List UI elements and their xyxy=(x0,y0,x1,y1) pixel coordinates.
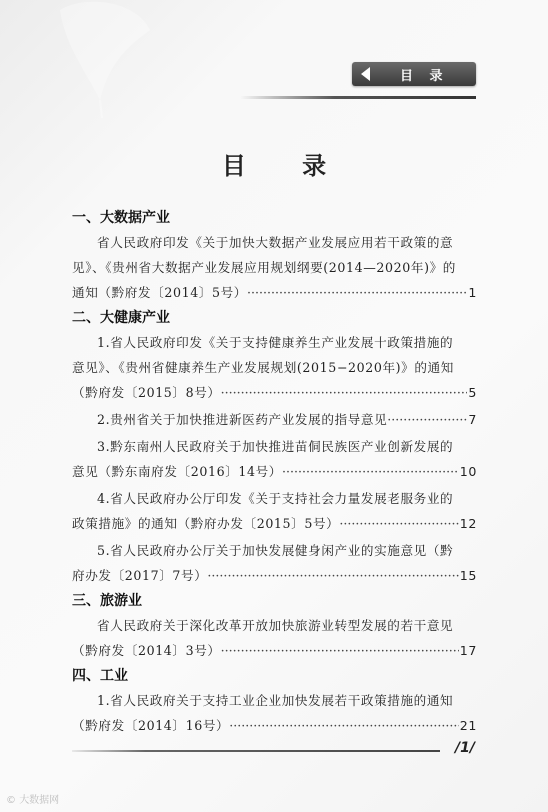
toc-page-number: 5 xyxy=(468,385,477,400)
toc-page-number: 12 xyxy=(459,516,477,531)
toc-entry-last-line xyxy=(72,563,477,588)
section-heading: 四、工业 xyxy=(72,668,128,684)
dot-leader xyxy=(247,280,467,305)
watermark xyxy=(6,791,59,806)
ginkgo-leaf-decoration xyxy=(40,0,160,120)
table-of-contents xyxy=(72,205,477,740)
toc-entry-text: 2.贵州省关于加快推进新医药产业发展的指导意见 xyxy=(97,412,388,427)
header-tab-label: 目 录 xyxy=(400,69,449,84)
dot-leader xyxy=(387,407,467,432)
toc-entry-text: 省人民政府关于深化改革开放加快旅游业转型发展的若干意见 xyxy=(97,618,454,633)
toc-entry-text: （黔府发〔2014〕3号） xyxy=(72,643,221,658)
toc-page-number: 21 xyxy=(459,718,477,733)
page-number: /1/ xyxy=(455,740,475,756)
toc-entry[interactable] xyxy=(72,613,477,663)
toc-entry-last-line xyxy=(72,459,477,484)
toc-entry-text: 3.黔东南州人民政府关于加快推进苗侗民族医产业创新发展的 xyxy=(97,439,454,454)
dot-leader xyxy=(282,459,459,484)
dot-leader xyxy=(221,638,459,663)
toc-entry-last-line xyxy=(72,407,477,432)
header-rule xyxy=(240,96,476,99)
toc-entry[interactable] xyxy=(72,434,477,484)
section-heading: 三、旅游业 xyxy=(72,593,142,609)
toc-entry-text: （黔府发〔2015〕8号） xyxy=(72,385,221,400)
toc-entry-text: 通知（黔府发〔2014〕5号） xyxy=(72,285,247,300)
toc-entry-text: 4.省人民政府办公厅印发《关于支持社会力量发展老服务业的 xyxy=(97,491,454,506)
footer-rule xyxy=(72,750,440,752)
toc-entry-text: 1.省人民政府印发《关于支持健康养生产业发展十政策措施的 xyxy=(97,335,454,350)
toc-entry-text: （黔府发〔2014〕16号） xyxy=(72,718,230,733)
toc-page-number: 15 xyxy=(459,568,477,583)
dot-leader xyxy=(207,563,458,588)
weibo-icon: © xyxy=(6,795,16,806)
toc-entry[interactable] xyxy=(72,230,477,305)
toc-entry-last-line xyxy=(72,511,477,536)
section-heading: 一、大数据产业 xyxy=(72,210,170,226)
toc-page-number: 10 xyxy=(459,464,477,479)
dot-leader xyxy=(229,713,459,738)
header-tab xyxy=(352,62,476,86)
toc-entry[interactable] xyxy=(72,688,477,738)
toc-entry[interactable] xyxy=(72,538,477,588)
toc-entry-text: 见》、《贵州省大数据产业发展应用规划纲要(2014—2020年)》的 xyxy=(72,260,456,275)
toc-entry-text: 政策措施》的通知（黔府办发〔2015〕5号） xyxy=(72,516,340,531)
toc-entry-text: 5.省人民政府办公厅关于加快发展健身闲产业的实施意见（黔 xyxy=(97,543,454,558)
toc-page-number: 1 xyxy=(468,285,477,300)
toc-entry-last-line xyxy=(72,638,477,663)
dot-leader xyxy=(221,380,468,405)
toc-page-number: 7 xyxy=(468,412,477,427)
toc-entry[interactable] xyxy=(72,486,477,536)
toc-entry-text: 1.省人民政府关于支持工业企业加快发展若干政策措施的通知 xyxy=(97,693,454,708)
toc-entry[interactable] xyxy=(72,330,477,405)
watermark-text: 大数据网 xyxy=(19,795,60,806)
toc-entry-text: 府办发〔2017〕7号） xyxy=(72,568,208,583)
left-arrow-icon xyxy=(361,67,370,81)
toc-page-number: 17 xyxy=(459,643,477,658)
toc-entry-text: 省人民政府印发《关于加快大数据产业发展应用若干政策的意 xyxy=(97,235,454,250)
toc-entry-text: 意见》、《贵州省健康养生产业发展规划(2015−2020年)》的通知 xyxy=(72,360,454,375)
toc-entry-last-line xyxy=(72,380,477,405)
toc-entry-last-line xyxy=(72,713,477,738)
page-title: 目 录 xyxy=(221,151,351,180)
toc-entry-last-line xyxy=(72,280,477,305)
dot-leader xyxy=(339,511,458,536)
section-heading: 二、大健康产业 xyxy=(72,310,170,326)
toc-entry-text: 意见（黔东南府发〔2016〕14号） xyxy=(72,464,282,479)
toc-entry[interactable] xyxy=(72,407,477,432)
